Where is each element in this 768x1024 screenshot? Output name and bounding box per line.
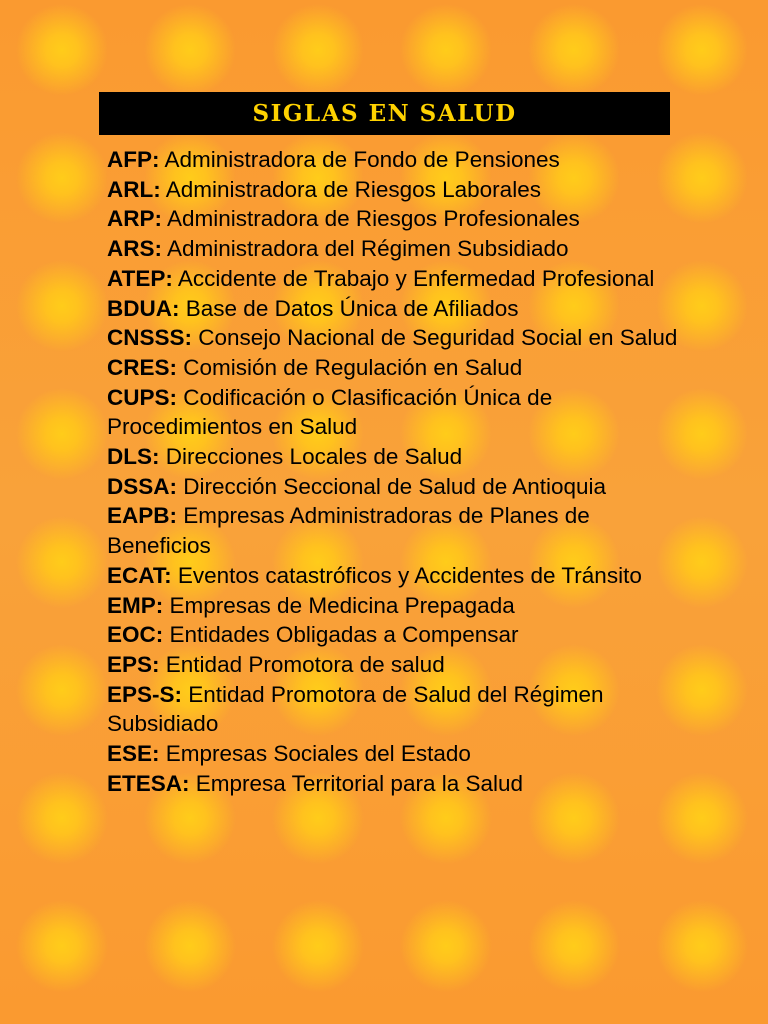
acronym: EMP:: [107, 592, 164, 618]
acronym-definition: Entidad Promotora de Salud del Régimen Subsidiado: [107, 681, 604, 737]
list-item: [107, 323, 687, 353]
acronym: CRES:: [107, 354, 178, 380]
acronym: ECAT:: [107, 562, 172, 588]
acronym-definition: Base de Datos Única de Afiliados: [185, 295, 519, 321]
list-item: [107, 739, 687, 769]
acronym-definition: Dirección Seccional de Salud de Antioquia: [183, 473, 607, 499]
acronym-definition: Administradora de Riesgos Profesionales: [167, 206, 580, 232]
acronym: ARS:: [107, 236, 162, 262]
list-item: [107, 501, 687, 560]
acronym-definition: Empresas Administradoras de Planes de Beneficios: [107, 503, 590, 559]
acronym-definition: Consejo Nacional de Seguridad Social en Salud: [198, 325, 678, 351]
acronym-definition: Empresas Sociales del Estado: [165, 741, 471, 767]
acronym-definition: Administradora del Régimen Subsidiado: [167, 236, 569, 262]
acronym-definition: Comisión de Regulación en Salud: [183, 354, 523, 380]
list-item: [107, 264, 687, 294]
acronym-definition: Empresas de Medicina Prepagada: [169, 592, 515, 618]
list-item: [107, 145, 687, 175]
acronym: ARP:: [107, 206, 162, 232]
list-item: [107, 591, 687, 621]
acronym: ATEP:: [107, 265, 173, 291]
list-item: [107, 472, 687, 502]
acronym-definition: Empresa Territorial para la Salud: [195, 770, 524, 796]
acronym: EPS-S:: [107, 681, 183, 707]
list-item: [107, 234, 687, 264]
acronym-definition: Administradora de Fondo de Pensiones: [164, 147, 560, 172]
title-bar: [99, 92, 670, 135]
acronym: EAPB:: [107, 503, 178, 529]
acronym: BDUA:: [107, 295, 180, 321]
list-item: [107, 383, 687, 442]
acronym: DLS:: [107, 444, 160, 470]
acronym: DSSA:: [107, 473, 178, 499]
page-title: SIGLAS EN SALUD: [252, 100, 517, 127]
acronym-definition: Entidad Promotora de salud: [165, 651, 445, 677]
acronym: EPS:: [107, 651, 160, 677]
acronym: CNSSS:: [107, 325, 193, 351]
list-item: [107, 680, 687, 739]
acronym-list: [107, 145, 687, 798]
acronym-definition: Entidades Obligadas a Compensar: [169, 622, 519, 648]
list-item: [107, 294, 687, 324]
acronym: CUPS:: [107, 384, 178, 410]
list-item: [107, 769, 687, 799]
acronym: EOC:: [107, 622, 164, 648]
list-item: [107, 442, 687, 472]
acronym: ETESA:: [107, 770, 190, 796]
acronym-definition: Codificación o Clasificación Única de Procedimientos en Salud: [107, 384, 553, 440]
acronym: ESE:: [107, 741, 160, 767]
list-item: [107, 204, 687, 234]
list-item: [107, 620, 687, 650]
acronym-definition: Eventos catastróficos y Accidentes de Tránsito: [177, 562, 642, 588]
acronym-definition: Direcciones Locales de Salud: [165, 444, 463, 470]
list-item: [107, 650, 687, 680]
list-item: [107, 353, 687, 383]
acronym: AFP:: [107, 147, 160, 172]
acronym-definition: Accidente de Trabajo y Enfermedad Profesional: [177, 265, 655, 291]
list-item: [107, 175, 687, 205]
acronym-definition: Administradora de Riesgos Laborales: [165, 176, 541, 202]
acronym: ARL:: [107, 176, 161, 202]
list-item: [107, 561, 687, 591]
